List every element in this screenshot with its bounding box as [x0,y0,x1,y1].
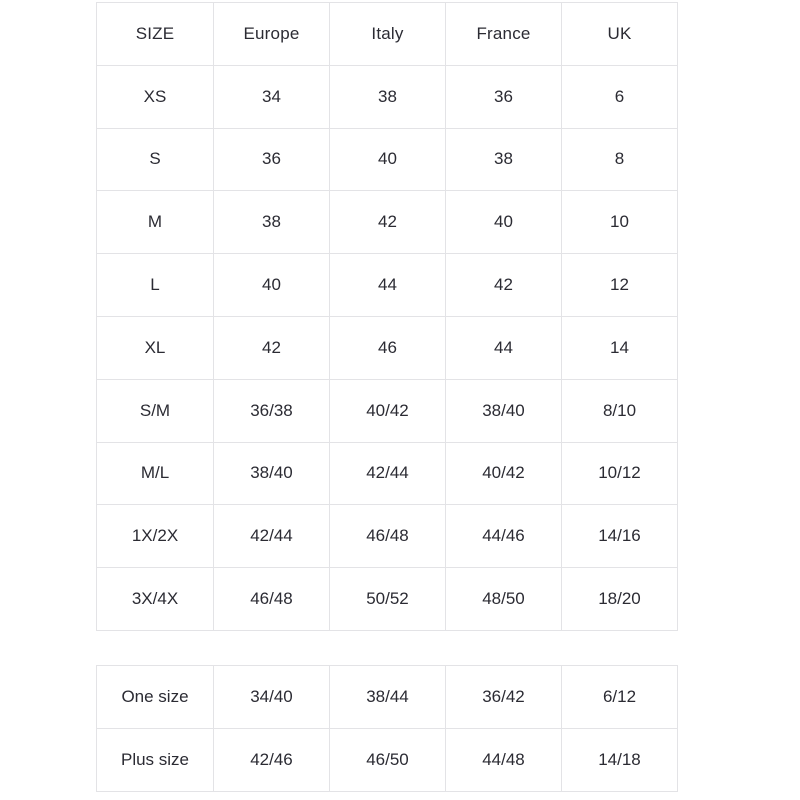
row-label: 3X/4X [97,568,214,631]
column-header-france: France [446,3,562,66]
cell-uk: 6/12 [562,666,678,729]
cell-europe: 36 [214,128,330,191]
table-row [97,191,678,254]
cell-europe: 42/44 [214,505,330,568]
cell-uk: 14/18 [562,729,678,792]
row-label: 1X/2X [97,505,214,568]
cell-europe: 40 [214,254,330,317]
cell-france: 48/50 [446,568,562,631]
cell-uk: 12 [562,254,678,317]
cell-uk: 18/20 [562,568,678,631]
column-header-italy: Italy [330,3,446,66]
cell-france: 44 [446,316,562,379]
table-header-row [97,3,678,66]
cell-uk: 8/10 [562,379,678,442]
table-row [97,666,678,729]
cell-france: 38/40 [446,379,562,442]
secondary-table-body [97,666,678,792]
cell-europe: 38 [214,191,330,254]
table-row [97,254,678,317]
cell-europe: 36/38 [214,379,330,442]
table-row [97,128,678,191]
row-label: S/M [97,379,214,442]
table-row [97,568,678,631]
main-size-table [96,2,678,631]
cell-italy: 46/50 [330,729,446,792]
cell-uk: 10/12 [562,442,678,505]
main-table-body [97,65,678,630]
secondary-size-table-container [96,665,677,792]
row-label: XL [97,316,214,379]
main-size-table-container [96,2,677,631]
cell-france: 40 [446,191,562,254]
row-label: M/L [97,442,214,505]
cell-france: 38 [446,128,562,191]
cell-europe: 38/40 [214,442,330,505]
cell-uk: 6 [562,65,678,128]
cell-italy: 40/42 [330,379,446,442]
cell-italy: 46 [330,316,446,379]
cell-uk: 14/16 [562,505,678,568]
cell-italy: 40 [330,128,446,191]
column-header-size: SIZE [97,3,214,66]
table-row [97,316,678,379]
column-header-europe: Europe [214,3,330,66]
row-label: L [97,254,214,317]
table-row [97,379,678,442]
table-row [97,442,678,505]
cell-italy: 46/48 [330,505,446,568]
cell-italy: 38/44 [330,666,446,729]
cell-france: 44/48 [446,729,562,792]
cell-france: 44/46 [446,505,562,568]
table-row [97,505,678,568]
row-label: S [97,128,214,191]
cell-france: 36/42 [446,666,562,729]
cell-europe: 42 [214,316,330,379]
cell-europe: 34 [214,65,330,128]
row-label: XS [97,65,214,128]
cell-uk: 10 [562,191,678,254]
cell-italy: 42 [330,191,446,254]
column-header-uk: UK [562,3,678,66]
cell-italy: 50/52 [330,568,446,631]
cell-europe: 46/48 [214,568,330,631]
row-label: Plus size [97,729,214,792]
cell-italy: 38 [330,65,446,128]
cell-uk: 14 [562,316,678,379]
main-table-header [97,3,678,66]
cell-uk: 8 [562,128,678,191]
row-label: One size [97,666,214,729]
cell-europe: 42/46 [214,729,330,792]
cell-italy: 42/44 [330,442,446,505]
cell-france: 40/42 [446,442,562,505]
table-row [97,729,678,792]
cell-france: 36 [446,65,562,128]
table-row [97,65,678,128]
row-label: M [97,191,214,254]
cell-europe: 34/40 [214,666,330,729]
secondary-size-table [96,665,678,792]
cell-italy: 44 [330,254,446,317]
cell-france: 42 [446,254,562,317]
